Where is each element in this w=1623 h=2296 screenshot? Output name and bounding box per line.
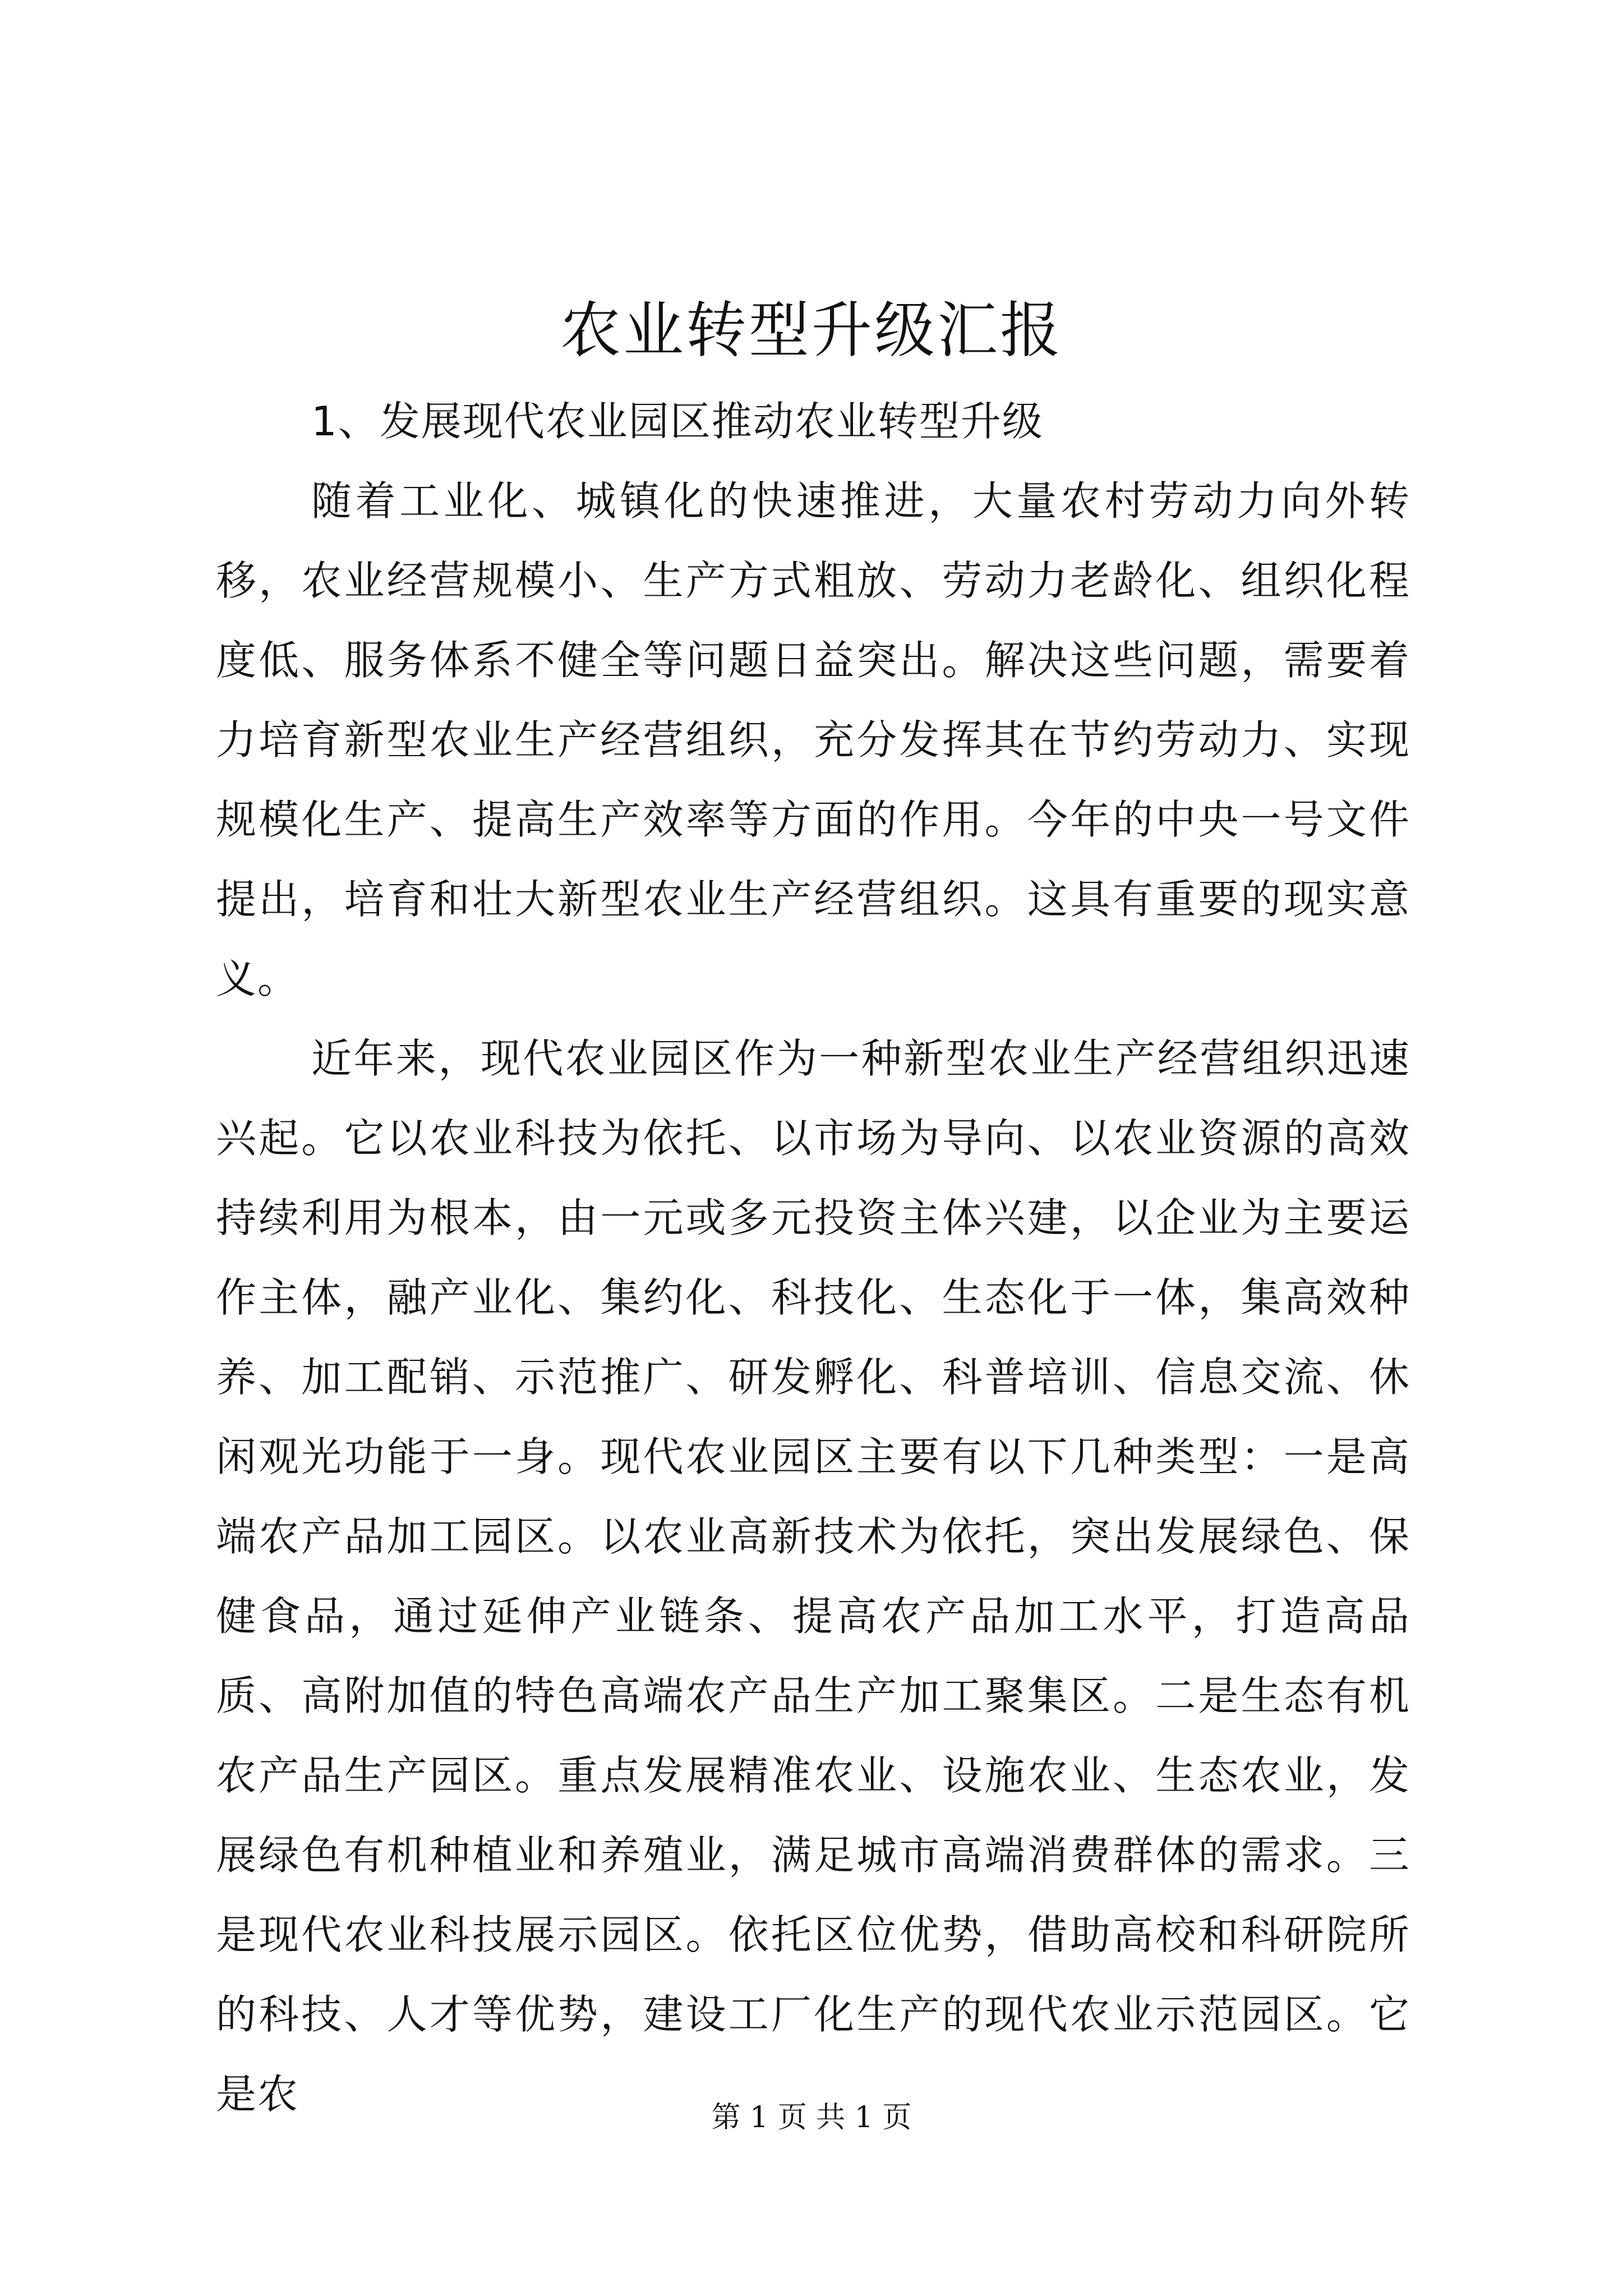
page-footer: 第 1 页 共 1 页 xyxy=(711,2101,912,2134)
document-body xyxy=(216,381,1410,2134)
body-paragraph: 随着工业化、城镇化的快速推进，大量农村劳动力向外转移，农业经营规模小、生产方式粗放、劳动力老龄化、组织化程度低、服务体系不健全等问题日益突出。解决这些问题，需要着力培育新型农业生产经营组织，充分发挥其在节约劳动力、实现规模化生产、提高生产效率等方面的作用。今年的中央一号文件提出，培育和壮大新型农业生产经营组织。这具有重要的现实意义。 xyxy=(216,477,1410,1002)
body-paragraph: 近年来，现代农业园区作为一种新型农业生产经营组织迅速兴起。它以农业科技为依托、以市场为导向、以农业资源的高效持续利用为根本，由一元或多元投资主体兴建，以企业为主要运作主体，融产业化、集约化、科技化、生态化于一体，集高效种养、加工配销、示范推广、研发孵化、科普培训、信息交流、休闲观光功能于一身。现代农业园区主要有以下几种类型：一是高端农产品加工园区。以农业高新技术为依托，突出发展绿色、保健食品，通过延伸产业链条、提高农产品加工水平，打造高品质、高附加值的特色高端农产品生产加工聚集区。二是生态有机农产品生产园区。重点发展精准农业、设施农业、生态农业，发展绿色有机种植业和养殖业，满足城市高端消费群体的需求。三是现代农业科技展示园区。依托区位优势，借助高校和科研院所的科技、人才等优势，建设工厂化生产的现代农业示范园区。它是农 xyxy=(216,1035,1410,2118)
document-title: 农业转型升级汇报 xyxy=(560,296,1063,366)
section-heading: 1、发展现代农业园区推动农业转型升级 xyxy=(311,398,1044,445)
